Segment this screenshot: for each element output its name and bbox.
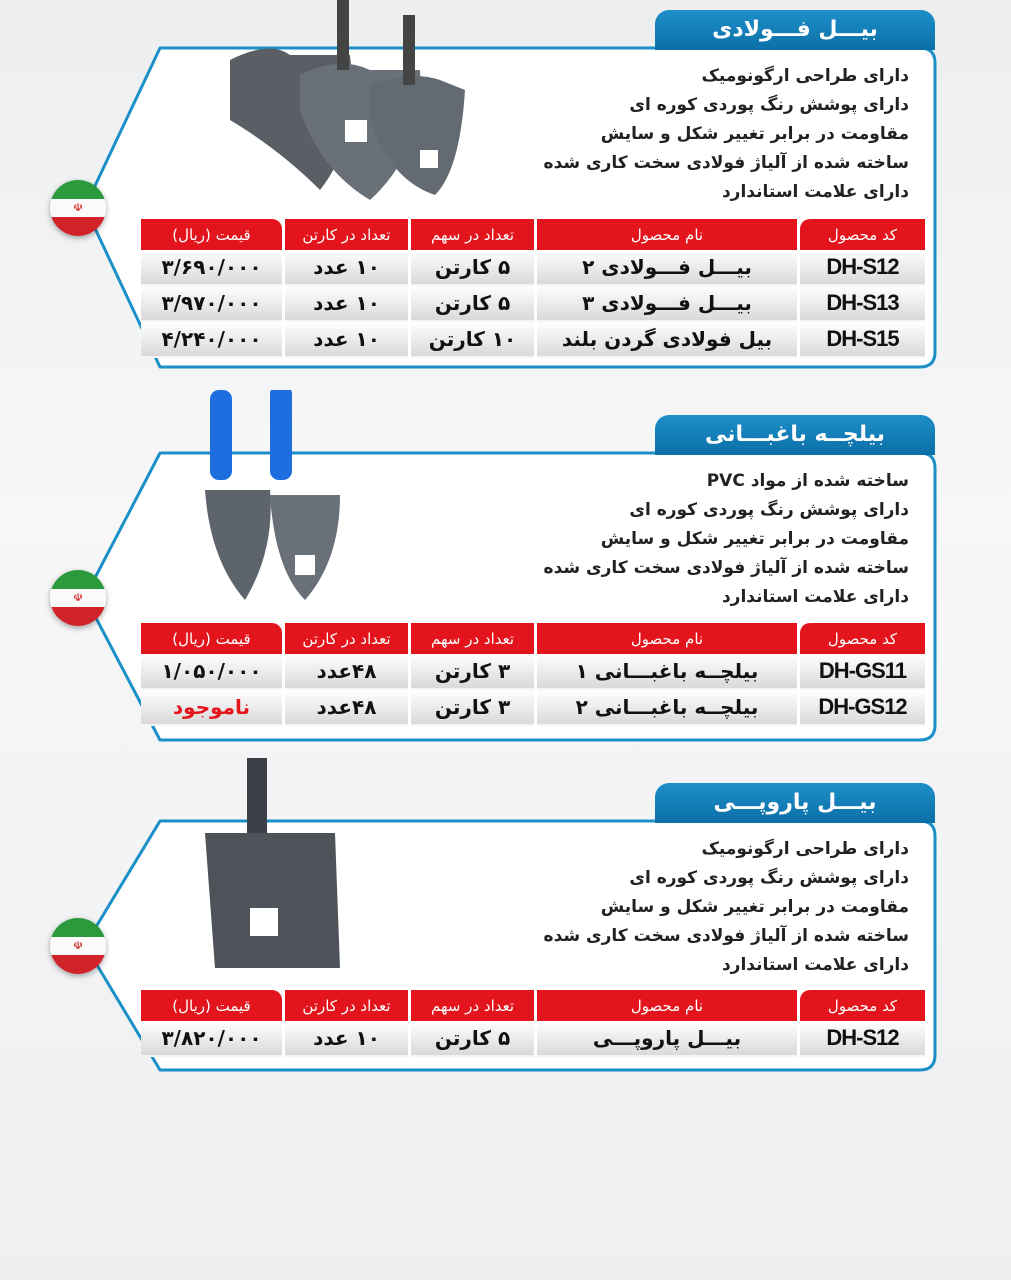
- cell-carton: ۴۸عدد: [285, 690, 408, 726]
- feature-item: دارای علامت استاندارد: [721, 182, 909, 202]
- cell-code: DH-S13: [800, 286, 925, 322]
- iran-flag-icon: ☫: [50, 918, 106, 974]
- cell-code: DH-S12: [800, 250, 925, 286]
- iran-flag-icon: ☫: [50, 180, 106, 236]
- feature-item: ساخته شده از مواد PVC: [706, 471, 909, 491]
- header-carton: تعداد در کارتن: [285, 219, 408, 250]
- cell-carton: ۱۰ عدد: [285, 322, 408, 358]
- features-list: [544, 467, 909, 612]
- feature-item: دارای علامت استاندارد: [721, 955, 909, 975]
- cell-name: بیلچــه باغبـــانی ۱: [537, 654, 797, 690]
- cell-stock: ۳ کارتن: [411, 654, 534, 690]
- header-carton: تعداد در کارتن: [285, 623, 408, 654]
- feature-item: دارای طراحی ارگونومیک: [701, 839, 909, 859]
- header-name: نام محصول: [537, 990, 797, 1021]
- cell-stock: ۵ کارتن: [411, 1021, 534, 1057]
- steel-shovels-image: [220, 0, 480, 205]
- features-list: [544, 835, 909, 980]
- feature-item: دارای پوشش رنگ پوردی کوره ای: [629, 500, 909, 520]
- cell-carton: ۱۰ عدد: [285, 250, 408, 286]
- cell-stock: ۳ کارتن: [411, 690, 534, 726]
- cell-name: بیـــل فـــولادی ۳: [537, 286, 797, 322]
- feature-item: مقاومت در برابر تغییر شکل و سایش: [600, 897, 909, 917]
- feature-item: دارای علامت استاندارد: [721, 587, 909, 607]
- price-table: [138, 623, 928, 726]
- table-header-row: [141, 990, 925, 1021]
- section-title: بیلچــه باغبـــانی: [655, 415, 935, 455]
- header-stock: تعداد در سهم: [411, 219, 534, 250]
- cell-price: ۳/۸۲۰/۰۰۰: [141, 1021, 282, 1057]
- table-row: [141, 286, 925, 322]
- cell-carton: ۱۰ عدد: [285, 1021, 408, 1057]
- cell-code: DH-S12: [800, 1021, 925, 1057]
- section-snow-shovel: [0, 773, 1011, 1083]
- table-header-row: [141, 219, 925, 250]
- table-row: [141, 654, 925, 690]
- section-steel-shovel: [0, 0, 1011, 380]
- header-name: نام محصول: [537, 219, 797, 250]
- feature-item: ساخته شده از آلیاژ فولادی سخت کاری شده: [543, 153, 909, 173]
- cell-price: ۳/۶۹۰/۰۰۰: [141, 250, 282, 286]
- section-garden-trowel: [0, 405, 1011, 750]
- cell-name: بیل فولادی گردن بلند: [537, 322, 797, 358]
- feature-item: ساخته شده از آلیاژ فولادی سخت کاری شده: [543, 926, 909, 946]
- cell-code: DH-S15: [800, 322, 925, 358]
- header-price: قیمت (ریال): [141, 990, 282, 1021]
- feature-item: دارای پوشش رنگ پوردی کوره ای: [629, 95, 909, 115]
- cell-name: بیـــل فـــولادی ۲: [537, 250, 797, 286]
- snow-shovel-image: [200, 758, 350, 978]
- cell-name: بیـــل پاروپـــی: [537, 1021, 797, 1057]
- price-table: [138, 990, 928, 1057]
- table-row: [141, 1021, 925, 1057]
- garden-trowels-image: [195, 390, 355, 615]
- header-carton: تعداد در کارتن: [285, 990, 408, 1021]
- header-code: کد محصول: [800, 990, 925, 1021]
- table-row: [141, 250, 925, 286]
- section-title: بیـــل فـــولادی: [655, 10, 935, 50]
- iran-flag-icon: ☫: [50, 570, 106, 626]
- cell-stock: ۱۰ کارتن: [411, 322, 534, 358]
- header-name: نام محصول: [537, 623, 797, 654]
- cell-price: ۳/۹۷۰/۰۰۰: [141, 286, 282, 322]
- section-title: بیـــل پاروپـــی: [655, 783, 935, 823]
- cell-price: ۴/۲۴۰/۰۰۰: [141, 322, 282, 358]
- cell-price: ۱/۰۵۰/۰۰۰: [141, 654, 282, 690]
- feature-item: دارای پوشش رنگ پوردی کوره ای: [629, 868, 909, 888]
- header-stock: تعداد در سهم: [411, 990, 534, 1021]
- cell-price-unavailable: ناموجود: [141, 690, 282, 726]
- header-stock: تعداد در سهم: [411, 623, 534, 654]
- feature-item: مقاومت در برابر تغییر شکل و سایش: [600, 529, 909, 549]
- feature-item: ساخته شده از آلیاژ فولادی سخت کاری شده: [543, 558, 909, 578]
- features-list: [544, 62, 909, 207]
- cell-carton: ۴۸عدد: [285, 654, 408, 690]
- cell-code: DH-GS11: [800, 654, 925, 690]
- table-row: [141, 322, 925, 358]
- table-row: [141, 690, 925, 726]
- cell-code: DH-GS12: [800, 690, 925, 726]
- header-code: کد محصول: [800, 623, 925, 654]
- cell-stock: ۵ کارتن: [411, 250, 534, 286]
- header-price: قیمت (ریال): [141, 623, 282, 654]
- table-header-row: [141, 623, 925, 654]
- header-code: کد محصول: [800, 219, 925, 250]
- cell-carton: ۱۰ عدد: [285, 286, 408, 322]
- cell-name: بیلچــه باغبـــانی ۲: [537, 690, 797, 726]
- feature-item: دارای طراحی ارگونومیک: [701, 66, 909, 86]
- feature-item: مقاومت در برابر تغییر شکل و سایش: [600, 124, 909, 144]
- cell-stock: ۵ کارتن: [411, 286, 534, 322]
- header-price: قیمت (ریال): [141, 219, 282, 250]
- price-table: [138, 219, 928, 358]
